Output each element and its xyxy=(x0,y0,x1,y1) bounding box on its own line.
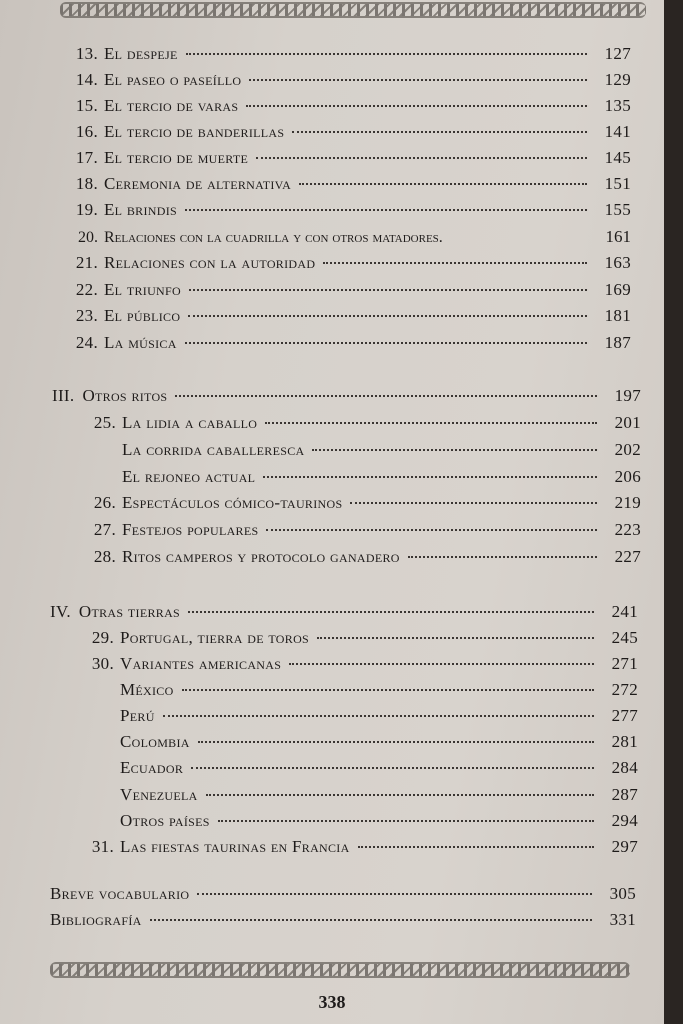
entry-number: 17. xyxy=(75,148,98,167)
toc-entry xyxy=(66,227,631,253)
entry-title: La música xyxy=(104,333,177,352)
top-ornament xyxy=(60,2,646,18)
dot-leader xyxy=(175,395,597,397)
entry-title: La corrida caballeresca xyxy=(122,440,305,459)
part-number: III. xyxy=(52,386,75,405)
toc-entry xyxy=(66,200,631,226)
entry-number: 13. xyxy=(75,44,98,63)
toc-back-matter xyxy=(50,884,636,910)
dot-leader xyxy=(292,131,587,133)
toc-subentry xyxy=(52,467,641,493)
dot-leader xyxy=(312,449,597,451)
dot-leader xyxy=(317,637,594,639)
entry-page: 305 xyxy=(609,884,636,903)
entry-title: El paseo o paseíllo xyxy=(104,70,242,89)
entry-page: 201 xyxy=(614,413,641,432)
entry-page: 169 xyxy=(604,280,631,299)
entry-page: 284 xyxy=(611,758,638,777)
entry-title: El triunfo xyxy=(104,280,181,299)
entry-title: El brindis xyxy=(104,200,177,219)
entry-title: El tercio de muerte xyxy=(104,148,249,167)
entry-number: 24. xyxy=(75,333,98,352)
entry-title: México xyxy=(120,680,174,699)
entry-number: 14. xyxy=(75,70,98,89)
dot-leader xyxy=(206,794,594,796)
toc-subentry xyxy=(50,811,638,837)
entry-page: 141 xyxy=(604,122,631,141)
toc-entry xyxy=(50,628,638,654)
entry-number: 23. xyxy=(75,306,98,325)
entry-page: 297 xyxy=(611,837,638,856)
entry-page: 206 xyxy=(614,467,641,486)
entry-title: Relaciones con la autoridad xyxy=(104,253,316,272)
entry-page: 151 xyxy=(604,174,631,193)
dot-leader xyxy=(323,262,587,264)
part-title: Otros ritos xyxy=(82,386,168,405)
entry-page: 181 xyxy=(604,306,631,325)
entry-title: Festejos populares xyxy=(122,520,259,539)
entry-number: 18. xyxy=(75,174,98,193)
dot-leader xyxy=(197,893,592,895)
toc-entry xyxy=(52,547,641,573)
toc-entry xyxy=(66,306,631,332)
toc-entry xyxy=(50,654,638,680)
entry-title: Ecuador xyxy=(120,758,184,777)
part-number: IV. xyxy=(50,602,71,621)
dot-leader xyxy=(218,820,594,822)
entry-page: 271 xyxy=(611,654,638,673)
toc-entry xyxy=(52,493,641,519)
entry-number: 30. xyxy=(91,654,114,673)
entry-number: 28. xyxy=(93,547,116,566)
entry-title: La lidia a caballo xyxy=(122,413,258,432)
entry-number: 19. xyxy=(75,200,98,219)
toc-subentry xyxy=(50,758,638,784)
toc-part-heading xyxy=(50,602,638,628)
toc-entry xyxy=(66,122,631,148)
toc-entry xyxy=(66,333,631,359)
dot-leader xyxy=(263,476,597,478)
dot-leader xyxy=(265,422,597,424)
entry-title: Venezuela xyxy=(120,785,198,804)
dot-leader xyxy=(358,846,594,848)
toc-entry xyxy=(50,837,638,863)
entry-page: 272 xyxy=(611,680,638,699)
dot-leader xyxy=(256,157,587,159)
dot-leader xyxy=(249,79,587,81)
dot-leader xyxy=(246,105,587,107)
dot-leader xyxy=(186,53,587,55)
entry-title: Variantes americanas xyxy=(120,654,282,673)
entry-page: 135 xyxy=(604,96,631,115)
entry-page: 197 xyxy=(614,386,641,405)
entry-page: 163 xyxy=(604,253,631,272)
bottom-ornament xyxy=(50,962,630,978)
entry-title: Relaciones con la cuadrilla y con otros matadores. xyxy=(104,229,443,246)
entry-number: 31. xyxy=(91,837,114,856)
entry-page: 155 xyxy=(604,200,631,219)
dot-leader xyxy=(299,183,587,185)
toc-entry xyxy=(66,253,631,279)
entry-title: Ceremonia de alternativa xyxy=(104,174,292,193)
entry-title: El tercio de banderillas xyxy=(104,122,285,141)
page-number: 338 xyxy=(318,992,346,1012)
entry-page: 281 xyxy=(611,732,638,751)
entry-title: Ritos camperos y protocolo ganadero xyxy=(122,547,400,566)
entry-number: 22. xyxy=(75,280,98,299)
dot-leader xyxy=(188,611,594,613)
entry-number: 16. xyxy=(75,122,98,141)
entry-page: 277 xyxy=(611,706,638,725)
entry-page: 245 xyxy=(611,628,638,647)
entry-page: 331 xyxy=(609,910,636,929)
entry-page: 223 xyxy=(614,520,641,539)
entry-number: 15. xyxy=(75,96,98,115)
dot-leader xyxy=(163,715,594,717)
entry-title: El tercio de varas xyxy=(104,96,239,115)
toc-subentry xyxy=(50,785,638,811)
dot-leader xyxy=(191,767,594,769)
dot-leader xyxy=(266,529,597,531)
entry-number: 25. xyxy=(93,413,116,432)
entry-page: 161 xyxy=(605,227,631,246)
toc-entry xyxy=(66,96,631,122)
toc-entry xyxy=(66,44,631,70)
dot-leader xyxy=(182,689,594,691)
entry-title: Otros países xyxy=(120,811,210,830)
toc-subentry xyxy=(50,706,638,732)
toc-entry xyxy=(52,413,641,439)
entry-page: 145 xyxy=(604,148,631,167)
toc-subentry xyxy=(50,732,638,758)
toc-subentry xyxy=(50,680,638,706)
dot-leader xyxy=(189,289,587,291)
entry-title: El público xyxy=(104,306,181,325)
toc-back-matter xyxy=(50,910,636,936)
entry-title: El despeje xyxy=(104,44,178,63)
toc-entry xyxy=(52,520,641,546)
dot-leader xyxy=(185,342,587,344)
toc-subentry xyxy=(52,440,641,466)
entry-number: 29. xyxy=(91,628,114,647)
entry-page: 219 xyxy=(614,493,641,512)
entry-page: 127 xyxy=(604,44,631,63)
toc-entry xyxy=(66,174,631,200)
toc-entry xyxy=(66,148,631,174)
entry-number: 20. xyxy=(78,229,98,246)
entry-title: El rejoneo actual xyxy=(122,467,256,486)
entry-title: Breve vocabulario xyxy=(50,884,190,903)
dot-leader xyxy=(198,741,594,743)
entry-page: 202 xyxy=(614,440,641,459)
entry-page: 129 xyxy=(604,70,631,89)
entry-title: Espectáculos cómico-taurinos xyxy=(122,493,343,512)
entry-title: Perú xyxy=(120,706,155,725)
entry-page: 294 xyxy=(611,811,638,830)
entry-page: 287 xyxy=(611,785,638,804)
entry-number: 21. xyxy=(75,253,98,272)
dot-leader xyxy=(185,209,587,211)
toc-part-heading xyxy=(52,386,641,412)
entry-number: 27. xyxy=(93,520,116,539)
dot-leader xyxy=(289,663,594,665)
entry-title: Bibliografía xyxy=(50,910,142,929)
dot-leader xyxy=(150,919,592,921)
toc-entry xyxy=(66,280,631,306)
entry-page: 227 xyxy=(614,547,641,566)
entry-title: Colombia xyxy=(120,732,190,751)
part-title: Otras tierras xyxy=(78,602,181,621)
entry-page: 187 xyxy=(604,333,631,352)
dot-leader xyxy=(408,556,597,558)
entry-page: 241 xyxy=(611,602,638,621)
entry-number: 26. xyxy=(93,493,116,512)
entry-title: Portugal, tierra de toros xyxy=(120,628,310,647)
dot-leader xyxy=(350,502,597,504)
dot-leader xyxy=(188,315,587,317)
toc-entry xyxy=(66,70,631,96)
entry-title: Las fiestas taurinas en Francia xyxy=(120,837,350,856)
